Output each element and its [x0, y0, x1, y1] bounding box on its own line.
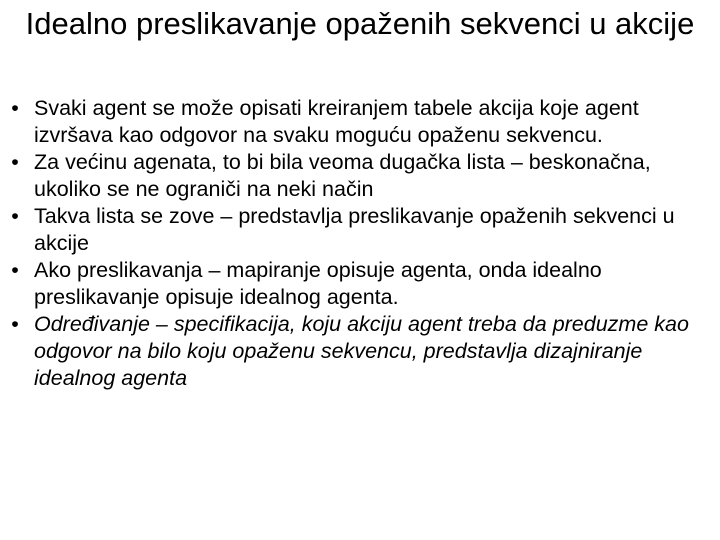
bullet-text: Određivanje – specifikacija, koju akciju agent treba da preduzme kao odgovor na bilo koju opaženu sekvencu, predstavlja dizajniranje idealnog agenta [34, 312, 689, 390]
bullet-dot-icon: • [11, 258, 19, 282]
bullet-item [0, 203, 712, 257]
bullet-text: Svaki agent se može opisati kreiranjem tabele akcija koje agent izvršava kao odgovor na svaku moguću opaženu sekvencu. [34, 96, 639, 147]
bullet-dot-icon: • [11, 96, 19, 120]
bullet-dot-icon: • [11, 150, 19, 174]
bullet-item [0, 311, 712, 392]
bullet-dot-icon: • [11, 312, 19, 336]
bullet-text: Takva lista se zove – predstavlja preslikavanje opaženih sekvenci u akcije [34, 204, 675, 255]
bullet-dot-icon: • [11, 204, 19, 228]
bullet-text: Za većinu agenata, to bi bila veoma dugačka lista – beskonačna, ukoliko se ne ograniči na neki način [34, 150, 651, 201]
bullet-item [0, 257, 712, 311]
bullet-item [0, 95, 712, 149]
bullet-text: Ako preslikavanja – mapiranje opisuje agenta, onda idealno preslikavanje opisuje idealnog agenta. [34, 258, 602, 309]
bullet-item [0, 149, 712, 203]
bullet-list [0, 95, 712, 392]
slide-title: Idealno preslikavanje opaženih sekvenci u akcije [25, 6, 695, 41]
